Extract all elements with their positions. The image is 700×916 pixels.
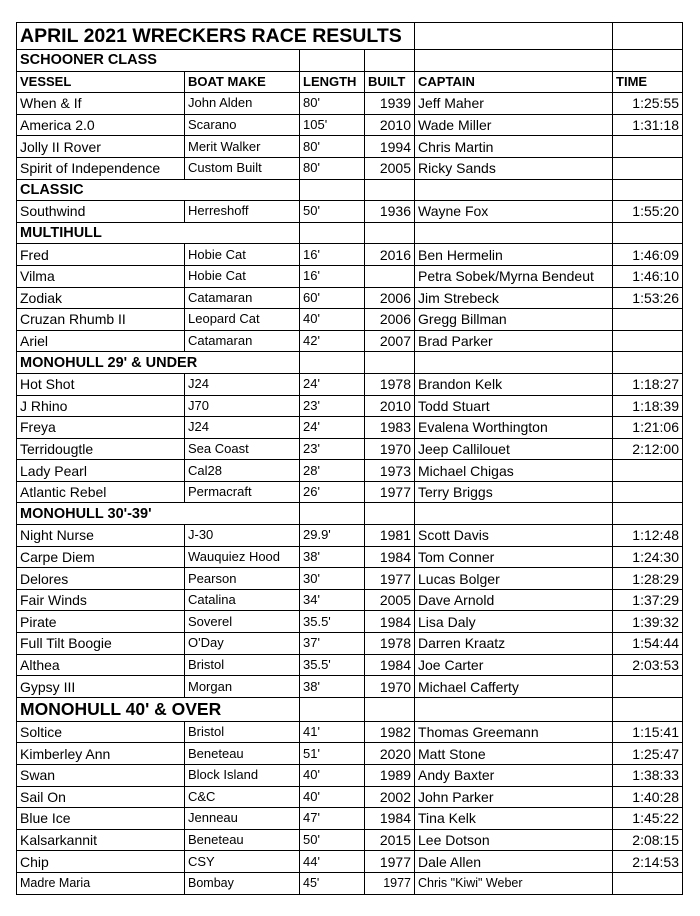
cell-make: J24 (185, 373, 300, 395)
cell-captain: Terry Briggs (415, 481, 613, 503)
cell-vessel: Sail On (17, 786, 185, 808)
cell-captain: Michael Cafferty (415, 676, 613, 698)
cell-captain: Dave Arnold (415, 589, 613, 611)
section-row (17, 352, 683, 374)
cell-length: 38' (300, 546, 365, 568)
empty-cell (613, 352, 683, 374)
empty-cell (300, 352, 365, 374)
cell-captain: Matt Stone (415, 743, 613, 765)
cell-vessel: Full Tilt Boogie (17, 633, 185, 655)
cell-built (365, 265, 415, 287)
cell-built: 2005 (365, 589, 415, 611)
table-row (17, 438, 683, 460)
column-header-time: TIME (613, 71, 683, 93)
cell-captain: Evalena Worthington (415, 417, 613, 439)
table-row (17, 851, 683, 873)
empty-cell (300, 503, 365, 525)
cell-time: 1:15:41 (613, 721, 683, 743)
empty-cell (365, 503, 415, 525)
cell-built: 2006 (365, 287, 415, 309)
cell-make: Herreshoff (185, 201, 300, 223)
cell-time (613, 309, 683, 331)
cell-length: 40' (300, 765, 365, 787)
cell-vessel: Terridougtle (17, 438, 185, 460)
cell-length: 26' (300, 481, 365, 503)
cell-built: 1977 (365, 568, 415, 590)
cell-built: 2020 (365, 743, 415, 765)
cell-length: 80' (300, 93, 365, 115)
cell-vessel: Atlantic Rebel (17, 481, 185, 503)
section-row (17, 697, 683, 721)
cell-captain: Tina Kelk (415, 808, 613, 830)
cell-time: 1:39:32 (613, 611, 683, 633)
cell-length: 29.9' (300, 525, 365, 547)
section-row (17, 222, 683, 244)
cell-length: 28' (300, 460, 365, 482)
cell-length: 50' (300, 829, 365, 851)
cell-make: O'Day (185, 633, 300, 655)
cell-make: C&C (185, 786, 300, 808)
cell-time: 1:38:33 (613, 765, 683, 787)
cell-vessel: Swan (17, 765, 185, 787)
cell-built: 1936 (365, 201, 415, 223)
cell-vessel: Ariel (17, 330, 185, 352)
cell-built: 1984 (365, 546, 415, 568)
cell-make: Beneteau (185, 743, 300, 765)
table-row (17, 157, 683, 179)
cell-built: 1984 (365, 808, 415, 830)
column-header-captain: CAPTAIN (415, 71, 613, 93)
cell-length: 42' (300, 330, 365, 352)
cell-vessel: Chip (17, 851, 185, 873)
cell-built: 1970 (365, 676, 415, 698)
empty-cell (365, 352, 415, 374)
cell-time: 1:54:44 (613, 633, 683, 655)
cell-vessel: Cruzan Rhumb II (17, 309, 185, 331)
cell-captain: Ricky Sands (415, 157, 613, 179)
cell-vessel: Freya (17, 417, 185, 439)
table-row (17, 373, 683, 395)
cell-time (613, 136, 683, 158)
cell-captain: Jeep Callilouet (415, 438, 613, 460)
cell-vessel: Kimberley Ann (17, 743, 185, 765)
section-row (17, 503, 683, 525)
cell-make: Pearson (185, 568, 300, 590)
cell-length: 23' (300, 395, 365, 417)
cell-built: 2002 (365, 786, 415, 808)
empty-cell (415, 503, 613, 525)
cell-time (613, 676, 683, 698)
cell-vessel: Soltice (17, 721, 185, 743)
cell-captain: Jeff Maher (415, 93, 613, 115)
cell-length: 35.5' (300, 654, 365, 676)
table-row (17, 136, 683, 158)
cell-make: Catamaran (185, 287, 300, 309)
cell-vessel: Fair Winds (17, 589, 185, 611)
cell-length: 50' (300, 201, 365, 223)
cell-length: 34' (300, 589, 365, 611)
empty-cell (365, 222, 415, 244)
cell-make: Jenneau (185, 808, 300, 830)
cell-vessel: Jolly II Rover (17, 136, 185, 158)
table-row (17, 743, 683, 765)
cell-captain: Tom Conner (415, 546, 613, 568)
column-header-built: BUILT (365, 71, 415, 93)
cell-captain: Brad Parker (415, 330, 613, 352)
race-results-table (16, 22, 683, 895)
cell-vessel: Night Nurse (17, 525, 185, 547)
cell-time: 1:24:30 (613, 546, 683, 568)
table-row (17, 525, 683, 547)
cell-captain: Brandon Kelk (415, 373, 613, 395)
cell-vessel: Carpe Diem (17, 546, 185, 568)
cell-length: 16' (300, 265, 365, 287)
cell-built: 1984 (365, 611, 415, 633)
cell-time: 1:25:47 (613, 743, 683, 765)
empty-cell (415, 23, 613, 50)
section-row (17, 179, 683, 201)
cell-length: 35.5' (300, 611, 365, 633)
section-name: MONOHULL 40' & OVER (17, 697, 300, 721)
empty-cell (613, 50, 683, 72)
table-row (17, 481, 683, 503)
cell-length: 80' (300, 157, 365, 179)
cell-time: 1:46:10 (613, 265, 683, 287)
cell-captain: Thomas Greemann (415, 721, 613, 743)
cell-built: 1981 (365, 525, 415, 547)
table-row (17, 546, 683, 568)
table-row (17, 395, 683, 417)
cell-length: 47' (300, 808, 365, 830)
cell-make: Scarano (185, 114, 300, 136)
cell-make: Beneteau (185, 829, 300, 851)
cell-captain: Ben Hermelin (415, 244, 613, 266)
cell-vessel: Kalsarkannit (17, 829, 185, 851)
cell-time: 1:18:39 (613, 395, 683, 417)
cell-time: 1:45:22 (613, 808, 683, 830)
cell-length: 105' (300, 114, 365, 136)
cell-captain: Jim Strebeck (415, 287, 613, 309)
cell-vessel: America 2.0 (17, 114, 185, 136)
cell-vessel: Pirate (17, 611, 185, 633)
cell-vessel: Blue Ice (17, 808, 185, 830)
cell-length: 51' (300, 743, 365, 765)
table-row (17, 287, 683, 309)
empty-cell (300, 50, 365, 72)
cell-time: 2:08:15 (613, 829, 683, 851)
cell-length: 24' (300, 417, 365, 439)
cell-time (613, 460, 683, 482)
empty-cell (300, 179, 365, 201)
cell-make: Hobie Cat (185, 265, 300, 287)
cell-captain: Andy Baxter (415, 765, 613, 787)
cell-time: 1:55:20 (613, 201, 683, 223)
cell-built: 1978 (365, 373, 415, 395)
table-row (17, 786, 683, 808)
cell-built: 1982 (365, 721, 415, 743)
table-row (17, 721, 683, 743)
table-row (17, 114, 683, 136)
cell-time: 1:21:06 (613, 417, 683, 439)
cell-captain: Scott Davis (415, 525, 613, 547)
section-name: MULTIHULL (17, 222, 300, 244)
cell-make: Merit Walker (185, 136, 300, 158)
cell-time: 1:25:55 (613, 93, 683, 115)
cell-make: Permacraft (185, 481, 300, 503)
empty-cell (415, 50, 613, 72)
cell-length: 41' (300, 721, 365, 743)
cell-time (613, 872, 683, 894)
cell-make: J24 (185, 417, 300, 439)
cell-vessel: Southwind (17, 201, 185, 223)
empty-cell (300, 222, 365, 244)
cell-captain: Dale Allen (415, 851, 613, 873)
cell-time (613, 481, 683, 503)
cell-length: 40' (300, 309, 365, 331)
cell-built: 1989 (365, 765, 415, 787)
cell-make: Soverel (185, 611, 300, 633)
cell-vessel: Madre Maria (17, 872, 185, 894)
cell-time: 1:31:18 (613, 114, 683, 136)
table-row (17, 244, 683, 266)
cell-built: 2016 (365, 244, 415, 266)
cell-make: Cal28 (185, 460, 300, 482)
table-row (17, 417, 683, 439)
cell-make: Bombay (185, 872, 300, 894)
cell-length: 37' (300, 633, 365, 655)
cell-time: 1:28:29 (613, 568, 683, 590)
cell-captain: Lee Dotson (415, 829, 613, 851)
cell-length: 23' (300, 438, 365, 460)
cell-built: 1977 (365, 481, 415, 503)
empty-cell (415, 222, 613, 244)
cell-length: 40' (300, 786, 365, 808)
cell-vessel: When & If (17, 93, 185, 115)
cell-vessel: Delores (17, 568, 185, 590)
cell-vessel: Zodiak (17, 287, 185, 309)
table-row (17, 633, 683, 655)
empty-cell (415, 179, 613, 201)
column-header-length: LENGTH (300, 71, 365, 93)
cell-length: 38' (300, 676, 365, 698)
table-row (17, 201, 683, 223)
empty-cell (613, 503, 683, 525)
cell-captain: John Parker (415, 786, 613, 808)
cell-make: Sea Coast (185, 438, 300, 460)
cell-make: J70 (185, 395, 300, 417)
empty-cell (613, 697, 683, 721)
section-name: MONOHULL 29' & UNDER (17, 352, 300, 374)
empty-cell (613, 222, 683, 244)
cell-time: 1:40:28 (613, 786, 683, 808)
cell-vessel: Fred (17, 244, 185, 266)
cell-captain: Lisa Daly (415, 611, 613, 633)
cell-built: 2006 (365, 309, 415, 331)
cell-time (613, 157, 683, 179)
cell-make: Leopard Cat (185, 309, 300, 331)
cell-length: 44' (300, 851, 365, 873)
table-row (17, 589, 683, 611)
cell-make: Hobie Cat (185, 244, 300, 266)
table-row (17, 330, 683, 352)
cell-built: 1977 (365, 872, 415, 894)
cell-time: 1:18:27 (613, 373, 683, 395)
section-name: SCHOONER CLASS (17, 50, 300, 72)
cell-time: 2:03:53 (613, 654, 683, 676)
cell-built: 1984 (365, 654, 415, 676)
cell-captain: Michael Chigas (415, 460, 613, 482)
cell-length: 24' (300, 373, 365, 395)
empty-cell (415, 697, 613, 721)
empty-cell (365, 50, 415, 72)
cell-captain: Lucas Bolger (415, 568, 613, 590)
cell-vessel: J Rhino (17, 395, 185, 417)
cell-vessel: Spirit of Independence (17, 157, 185, 179)
cell-captain: Gregg Billman (415, 309, 613, 331)
column-header-vessel: VESSEL (17, 71, 185, 93)
empty-cell (613, 179, 683, 201)
empty-cell (415, 352, 613, 374)
cell-built: 1977 (365, 851, 415, 873)
title-row (17, 23, 683, 50)
table-row (17, 872, 683, 894)
cell-vessel: Lady Pearl (17, 460, 185, 482)
cell-make: Bristol (185, 721, 300, 743)
section-name: MONOHULL 30'-39' (17, 503, 300, 525)
column-header-row (17, 71, 683, 93)
table-row (17, 460, 683, 482)
cell-time: 2:14:53 (613, 851, 683, 873)
cell-built: 1978 (365, 633, 415, 655)
cell-captain: Darren Kraatz (415, 633, 613, 655)
cell-time (613, 330, 683, 352)
cell-captain: Chris Martin (415, 136, 613, 158)
cell-built: 2010 (365, 114, 415, 136)
section-name: CLASSIC (17, 179, 300, 201)
cell-make: Block Island (185, 765, 300, 787)
cell-built: 2015 (365, 829, 415, 851)
page-title: APRIL 2021 WRECKERS RACE RESULTS (17, 23, 415, 50)
cell-make: Morgan (185, 676, 300, 698)
cell-time: 1:12:48 (613, 525, 683, 547)
cell-vessel: Vilma (17, 265, 185, 287)
section-row (17, 50, 683, 72)
cell-make: Custom Built (185, 157, 300, 179)
column-header-make: BOAT MAKE (185, 71, 300, 93)
table-row (17, 265, 683, 287)
cell-captain: Petra Sobek/Myrna Bendeut (415, 265, 613, 287)
cell-built: 1983 (365, 417, 415, 439)
cell-built: 1939 (365, 93, 415, 115)
cell-vessel: Althea (17, 654, 185, 676)
table-row (17, 765, 683, 787)
cell-length: 16' (300, 244, 365, 266)
empty-cell (300, 697, 365, 721)
table-row (17, 309, 683, 331)
cell-length: 30' (300, 568, 365, 590)
cell-time: 1:37:29 (613, 589, 683, 611)
empty-cell (613, 23, 683, 50)
cell-built: 2010 (365, 395, 415, 417)
cell-make: Catalina (185, 589, 300, 611)
cell-vessel: Gypsy III (17, 676, 185, 698)
cell-captain: Wayne Fox (415, 201, 613, 223)
empty-cell (365, 179, 415, 201)
cell-time: 1:53:26 (613, 287, 683, 309)
cell-built: 2007 (365, 330, 415, 352)
cell-length: 80' (300, 136, 365, 158)
cell-make: Catamaran (185, 330, 300, 352)
cell-make: J-30 (185, 525, 300, 547)
table-row (17, 829, 683, 851)
cell-captain: Joe Carter (415, 654, 613, 676)
cell-captain: Todd Stuart (415, 395, 613, 417)
cell-make: John Alden (185, 93, 300, 115)
table-row (17, 568, 683, 590)
table-row (17, 611, 683, 633)
cell-make: CSY (185, 851, 300, 873)
cell-time: 1:46:09 (613, 244, 683, 266)
empty-cell (365, 697, 415, 721)
table-row (17, 808, 683, 830)
cell-built: 1973 (365, 460, 415, 482)
table-row (17, 676, 683, 698)
cell-make: Bristol (185, 654, 300, 676)
cell-length: 45' (300, 872, 365, 894)
cell-vessel: Hot Shot (17, 373, 185, 395)
cell-built: 2005 (365, 157, 415, 179)
cell-captain: Wade Miller (415, 114, 613, 136)
cell-captain: Chris "Kiwi" Weber (415, 872, 613, 894)
cell-built: 1994 (365, 136, 415, 158)
cell-length: 60' (300, 287, 365, 309)
table-row (17, 654, 683, 676)
table-row (17, 93, 683, 115)
cell-make: Wauquiez Hood (185, 546, 300, 568)
cell-time: 2:12:00 (613, 438, 683, 460)
cell-built: 1970 (365, 438, 415, 460)
